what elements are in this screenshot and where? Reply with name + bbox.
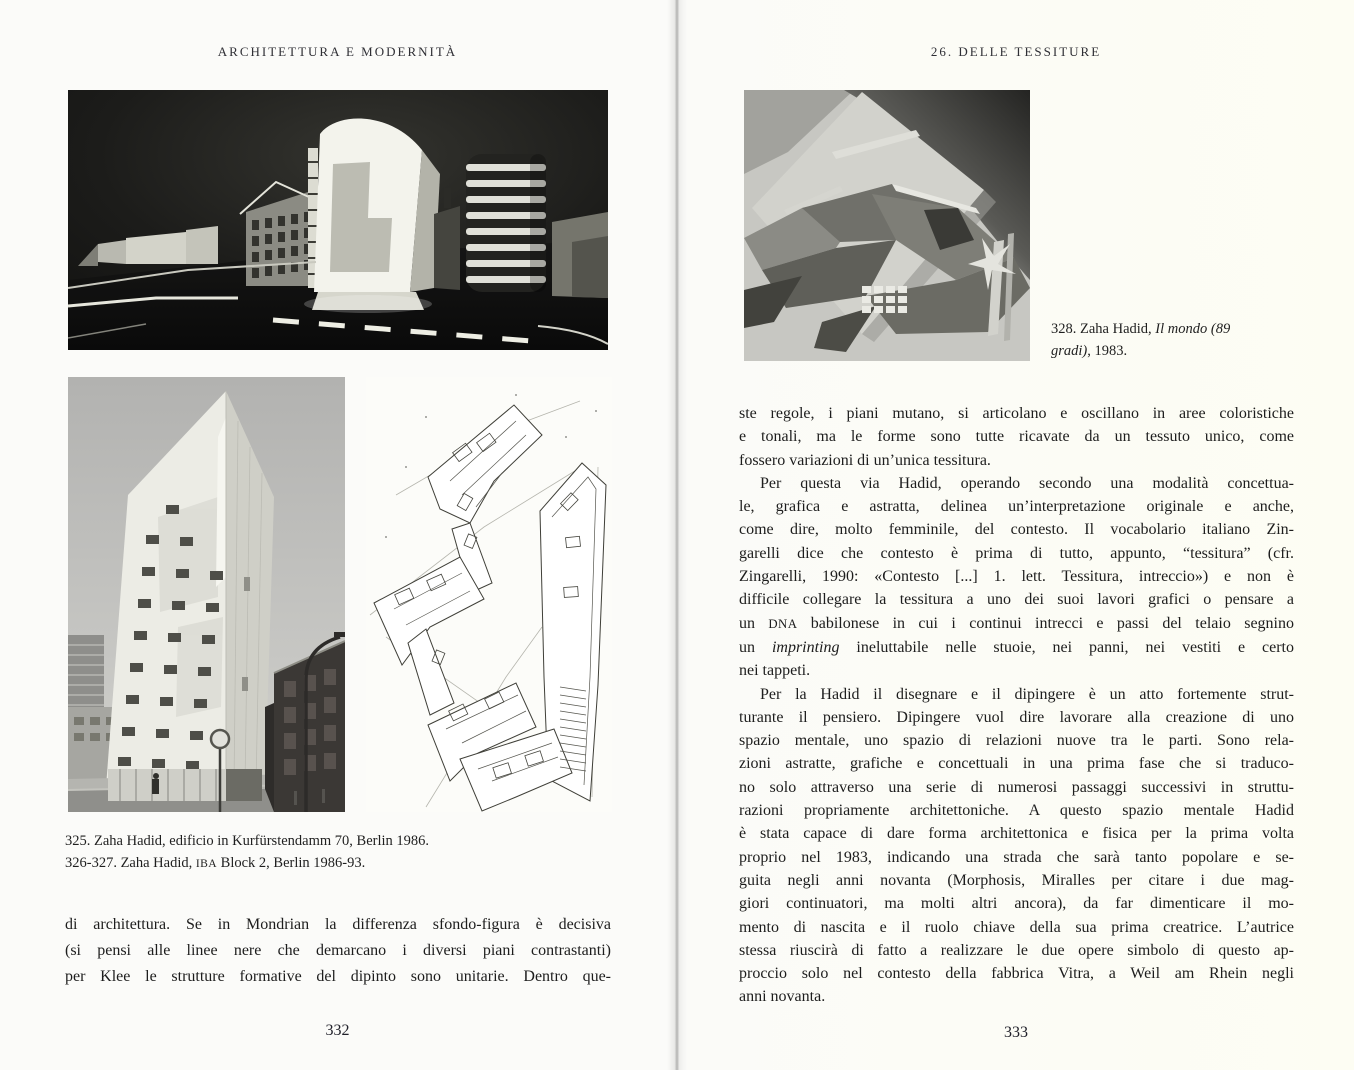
text-line: turante il pensiero. Dipingere vuol dire lavorare alla creazione di uno [739, 708, 1294, 726]
caption-325-327 [65, 830, 625, 875]
kurfuerstendamm-painting-image [68, 90, 608, 350]
right-page [685, 0, 1354, 1070]
text-line: (si pensi alle linee nere che demarcano i diversi piani contrastanti) [65, 942, 611, 959]
text-line: guita negli anni novanta (Morphosis, Miralles per citare i due mag- [739, 871, 1294, 889]
running-head-right: 26. DELLE TESSITURE [930, 44, 1102, 59]
text-line: di architettura. Se in Mondrian la differenza sfondo-figura è decisiva [65, 916, 611, 933]
text-line: anni novanta. [739, 988, 826, 1006]
il-mondo-89-gradi-image [744, 90, 1030, 361]
caption-line: 325. Zaha Hadid, edificio in Kurfürstendamm 70, Berlin 1986. [65, 833, 430, 849]
running-head-left: ARCHITETTURA E MODERNITÀ [217, 44, 458, 59]
text-line: proccio solo nel contesto della fabbrica Vitra, a Weil am Rhein negli [739, 965, 1294, 983]
text-line: un DNA babilonese in cui i continui intrecci e passi del telaio segnino [739, 614, 1294, 632]
text-line: giori continuatori, ma molti altri ancora), da far dimenticare il mo- [739, 895, 1294, 913]
figure-325-painting [68, 90, 608, 350]
iba-block2-photo-image [68, 377, 345, 812]
text-line: Zingarelli, 1990: «Contesto [...] 1. lett. Tessitura, intreccio») e non è [739, 568, 1294, 586]
page-number-left: 332 [325, 1022, 350, 1039]
caption-line: 326-327. Zaha Hadid, IBA Block 2, Berlin 1986-93. [65, 855, 366, 871]
page-number-right: 333 [1004, 1024, 1028, 1041]
page-gutter [667, 0, 687, 1070]
text-line: zioni astratte, grafiche e concettuali in una prima fase che si traduco- [739, 755, 1294, 773]
text-line: nei tappeti. [739, 662, 811, 680]
text-line: garelli dice che contesto è prima di tutto, appunto, “tessitura” (cfr. [739, 544, 1294, 562]
text-line: è stata capace di dare forma architettonica e fisica per la prima volta [739, 825, 1294, 843]
body-text-right [739, 402, 1294, 1009]
text-line: un imprinting ineluttabile nelle stuoie, nei panni, nei vestiti e certo [739, 638, 1294, 656]
iba-block2-plan-image [366, 377, 612, 812]
text-line: Per la Hadid il disegnare e il dipingere è un atto fortemente strut- [760, 685, 1294, 703]
text-line: fossero variazioni di un’unica tessitura. [739, 451, 991, 469]
text-line: le, grafica e astratta, delinea un’interpretazione originale e anche, [739, 498, 1294, 516]
text-line: ste regole, i piani mutano, si articolano e oscillano in aree coloristiche [739, 405, 1294, 422]
text-line: spazio mentale, uno spazio di relazioni nuove tra le parti. Sono rela- [739, 732, 1294, 750]
text-line: proprio nel 1983, indicando una strada che sarà tanto popolare e se- [739, 848, 1294, 866]
text-line: mento di nascita e il ruolo chiave della sua prima creatrice. L’autrice [739, 918, 1294, 936]
caption-line: gradi), 1983. [1051, 343, 1128, 359]
text-line: razioni propriamente architettoniche. A questo spazio mentale Hadid [739, 802, 1294, 820]
text-line: no solo attraverso una serie di numerosi passaggi successivi in struttu- [739, 778, 1294, 796]
text-line: come dire, molto femminile, del contesto. Il vocabolario italiano Zin- [739, 521, 1294, 539]
figure-327-plan [366, 377, 612, 812]
figure-326-photo [68, 377, 345, 812]
body-text-left [65, 912, 611, 990]
caption-328 [1051, 318, 1303, 362]
text-line: e tonali, ma le forme sono tutte ricavate da un tessuto unico, come [739, 428, 1294, 446]
left-page [0, 0, 669, 1070]
figure-328-painting [744, 90, 1030, 361]
text-line: stessa riuscirà di fatto a realizzare le due opere simbolo di questo ap- [739, 941, 1294, 959]
caption-line: 328. Zaha Hadid, Il mondo (89 [1051, 321, 1231, 337]
text-line: Per questa via Hadid, operando secondo una modalità concettua- [760, 474, 1294, 492]
text-line: per Klee le strutture formative del dipinto sono unitarie. Dentro que- [65, 968, 611, 985]
text-line: difficile collegare la tessitura a uno dei suoi lavori grafici o pensare a [739, 591, 1294, 609]
